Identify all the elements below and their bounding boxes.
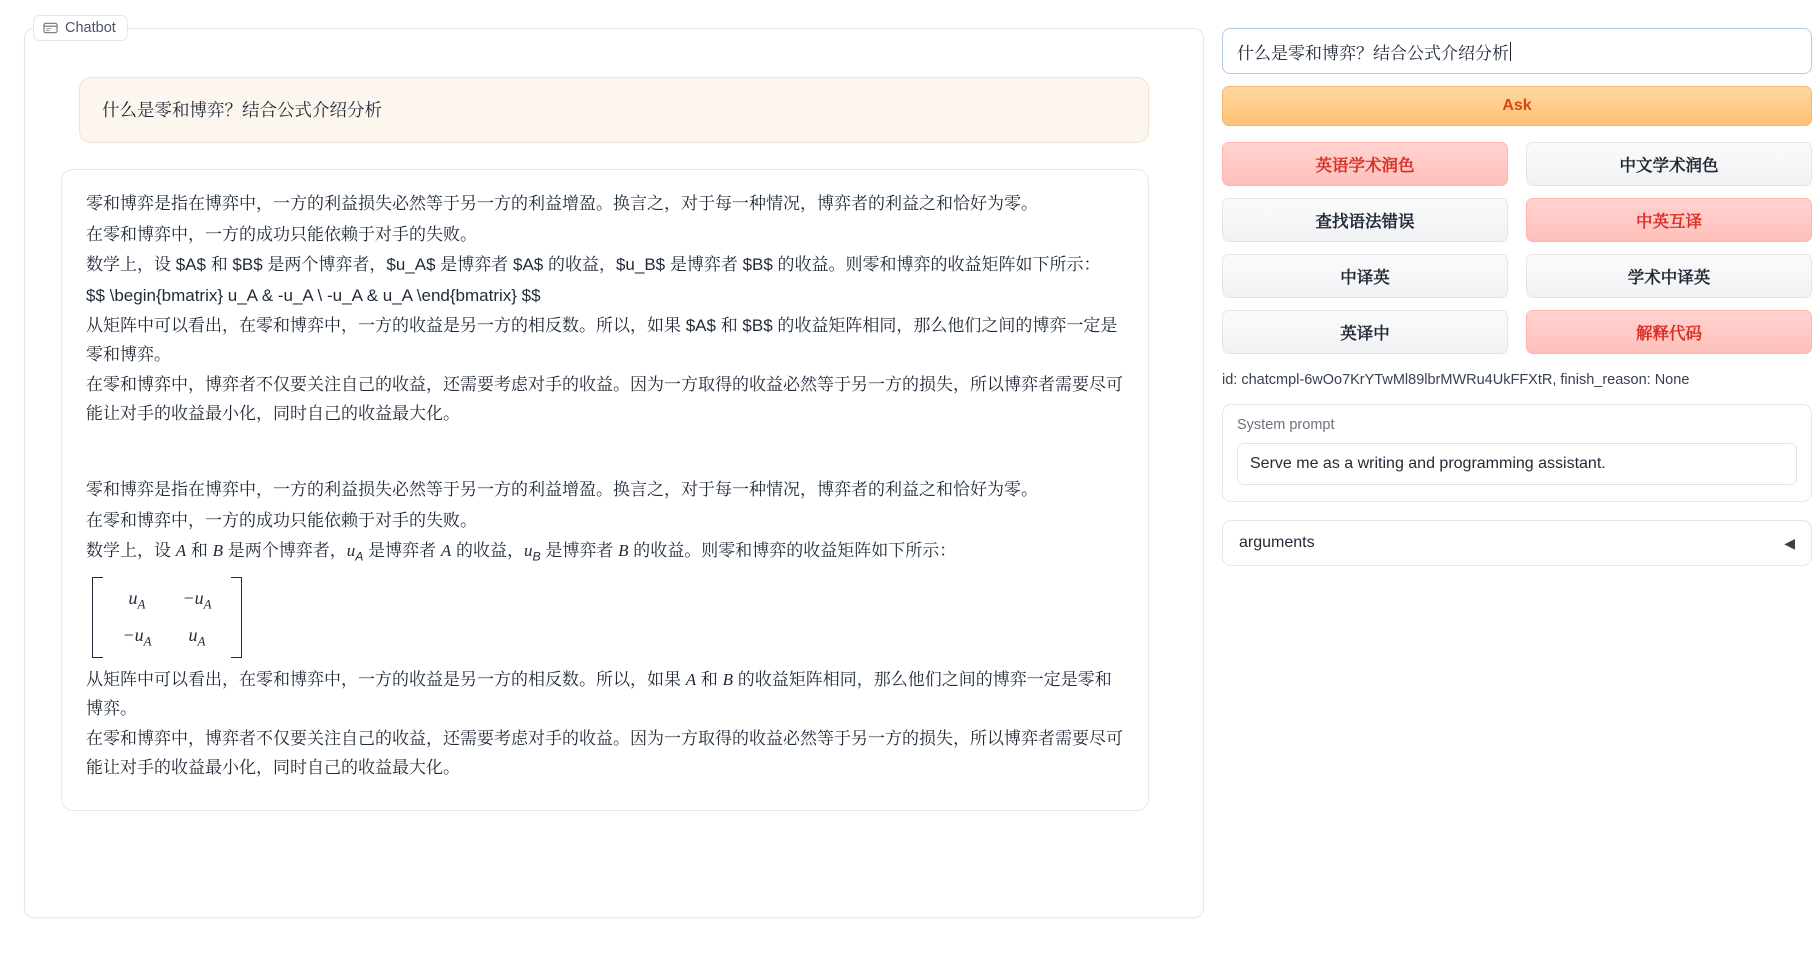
payoff-matrix (92, 577, 242, 658)
function-button-academic-cn-to-en[interactable]: 学术中译英 (1526, 254, 1812, 298)
system-prompt-input[interactable] (1237, 443, 1797, 485)
function-button-cn-to-en[interactable]: 中译英 (1222, 254, 1508, 298)
matrix-cells (103, 577, 231, 658)
chevron-left-icon[interactable]: ◀ (1784, 534, 1795, 551)
bot-raw-paragraph-2: 在零和博弈中，一方的成功只能依赖于对手的失败。 (86, 224, 477, 244)
bot-rendered-paragraph-1: 零和博弈是指在博弈中，一方的利益损失必然等于另一方的利益增盈。换言之，对于每一种情况，博弈者的利益之和恰好为零。 (86, 480, 1038, 500)
chatbot-label (33, 15, 128, 41)
text-fragment: 是博弈者 (540, 541, 619, 561)
function-button-chinese-polish[interactable]: 中文学术润色 (1526, 142, 1812, 186)
chatbot-label-text: Chatbot (65, 20, 116, 36)
matrix-cell-r1c1: $u_A$ (128, 588, 146, 612)
ask-button[interactable]: Ask (1222, 86, 1812, 126)
bot-raw-paragraph-1: 零和博弈是指在博弈中，一方的利益损失必然等于另一方的利益增盈。换言之，对于每一种情况，博弈者的利益之和恰好为零。 (86, 194, 1038, 213)
text-fragment: 是博弈者 (363, 541, 441, 561)
math-var-b: B (722, 670, 733, 690)
text-fragment: 的收益矩阵相同，那么他们之间的博弈一定是零和博弈。 (86, 670, 1112, 718)
math-var-u: u (346, 541, 356, 561)
system-prompt-card (1222, 404, 1812, 502)
sidebar-column (1222, 10, 1812, 961)
text-fragment: 从矩阵中可以看出，在零和博弈中，一方的收益是另一方的相反数。所以，如果 (86, 670, 686, 690)
function-button-english-polish[interactable]: 英语学术润色 (1222, 142, 1508, 186)
response-meta-text: id: chatcmpl-6wOo7KrYTwMl89lbrMWRu4UkFFXtR, finish_reason: None (1222, 372, 1690, 388)
bot-rendered-paragraph-5 (86, 666, 1124, 723)
matrix-cell-r2c1: $-u_A$ (122, 624, 152, 649)
math-var-a: A (175, 541, 187, 561)
chatbot-panel (24, 20, 1204, 918)
system-prompt-label: System prompt (1237, 417, 1335, 433)
bot-rendered-paragraph-3 (86, 537, 1124, 567)
user-message-text: 什么是零和博弈？结合公式介绍分析 (102, 100, 382, 120)
text-caret (1510, 42, 1511, 61)
text-fragment: 和 (696, 670, 723, 690)
bot-raw-formula: $$ \begin{bmatrix} u_A & -u_A \ -u_A & u_A \end{bmatrix} $$ (86, 285, 541, 305)
function-button-cn-en-translate[interactable]: 中英互译 (1526, 198, 1812, 242)
bot-rendered-paragraph-6: 在零和博弈中，博弈者不仅要关注自己的收益，还需要考虑对手的收益。因为一方取得的收益必然等于另一方的损失，所以博弈者需要尽可能让对手的收益最小化，同时自己的收益最大化。 (86, 729, 1123, 777)
math-subscript: B (532, 549, 541, 564)
message-list (25, 29, 1203, 917)
text-fragment: 和 (186, 541, 213, 561)
math-var-b: B (212, 541, 223, 561)
bot-rendered-paragraph-2: 在零和博弈中，一方的成功只能依赖于对手的失败。 (86, 510, 477, 530)
arguments-accordion-label: arguments (1239, 534, 1315, 551)
math-var-b: B (618, 541, 629, 561)
matrix-cell-r2c2: $u_A$ (188, 624, 206, 649)
system-prompt-value: Serve me as a writing and programming assistant. (1250, 455, 1606, 472)
text-fragment: 数学上，设 (86, 541, 176, 561)
message-divider-space (86, 430, 1124, 476)
chat-column (24, 10, 1204, 961)
math-var-a: A (440, 541, 452, 561)
bot-message-bubble (61, 169, 1149, 811)
matrix-left-bracket (92, 577, 103, 658)
function-button-grid (1222, 142, 1812, 354)
arguments-accordion[interactable] (1222, 520, 1812, 566)
bot-raw-paragraph-6: 在零和博弈中，博弈者不仅要关注自己的收益，还需要考虑对手的收益。因为一方取得的收益必然等于另一方的损失，所以博弈者需要尽可能让对手的收益最小化，同时自己的收益最大化。 (86, 375, 1123, 423)
text-fragment: 的收益， (451, 541, 524, 561)
math-var-u: u (523, 541, 533, 561)
math-subscript: A (355, 549, 364, 564)
function-button-explain-code[interactable]: 解释代码 (1526, 310, 1812, 354)
text-fragment: 是两个博弈者， (222, 541, 347, 561)
chat-window-icon (43, 21, 58, 36)
matrix-right-bracket (231, 577, 242, 658)
matrix-cell-r1c2: $-u_A$ (182, 588, 212, 612)
bot-raw-paragraph-5: 从矩阵中可以看出，在零和博弈中，一方的收益是另一方的相反数。所以，如果 $A$ 和 $B$ 的收益矩阵相同，那么他们之间的博弈一定是零和博弈。 (86, 316, 1118, 364)
function-button-en-to-cn[interactable]: 英译中 (1222, 310, 1508, 354)
prompt-input-value: 什么是零和博弈？结合公式介绍分析 (1237, 43, 1509, 63)
function-button-find-grammar-errors[interactable]: 查找语法错误 (1222, 198, 1508, 242)
prompt-input[interactable] (1222, 28, 1812, 74)
text-fragment: 的收益。则零和博弈的收益矩阵如下所示： (628, 541, 957, 561)
user-message-bubble (79, 77, 1149, 143)
math-var-a: A (685, 670, 697, 690)
bot-raw-paragraph-3: 数学上，设 $A$ 和 $B$ 是两个博弈者，$u_A$ 是博弈者 $A$ 的收益，$u_B$ 是博弈者 $B$ 的收益。则零和博弈的收益矩阵如下所示： (86, 255, 1101, 275)
